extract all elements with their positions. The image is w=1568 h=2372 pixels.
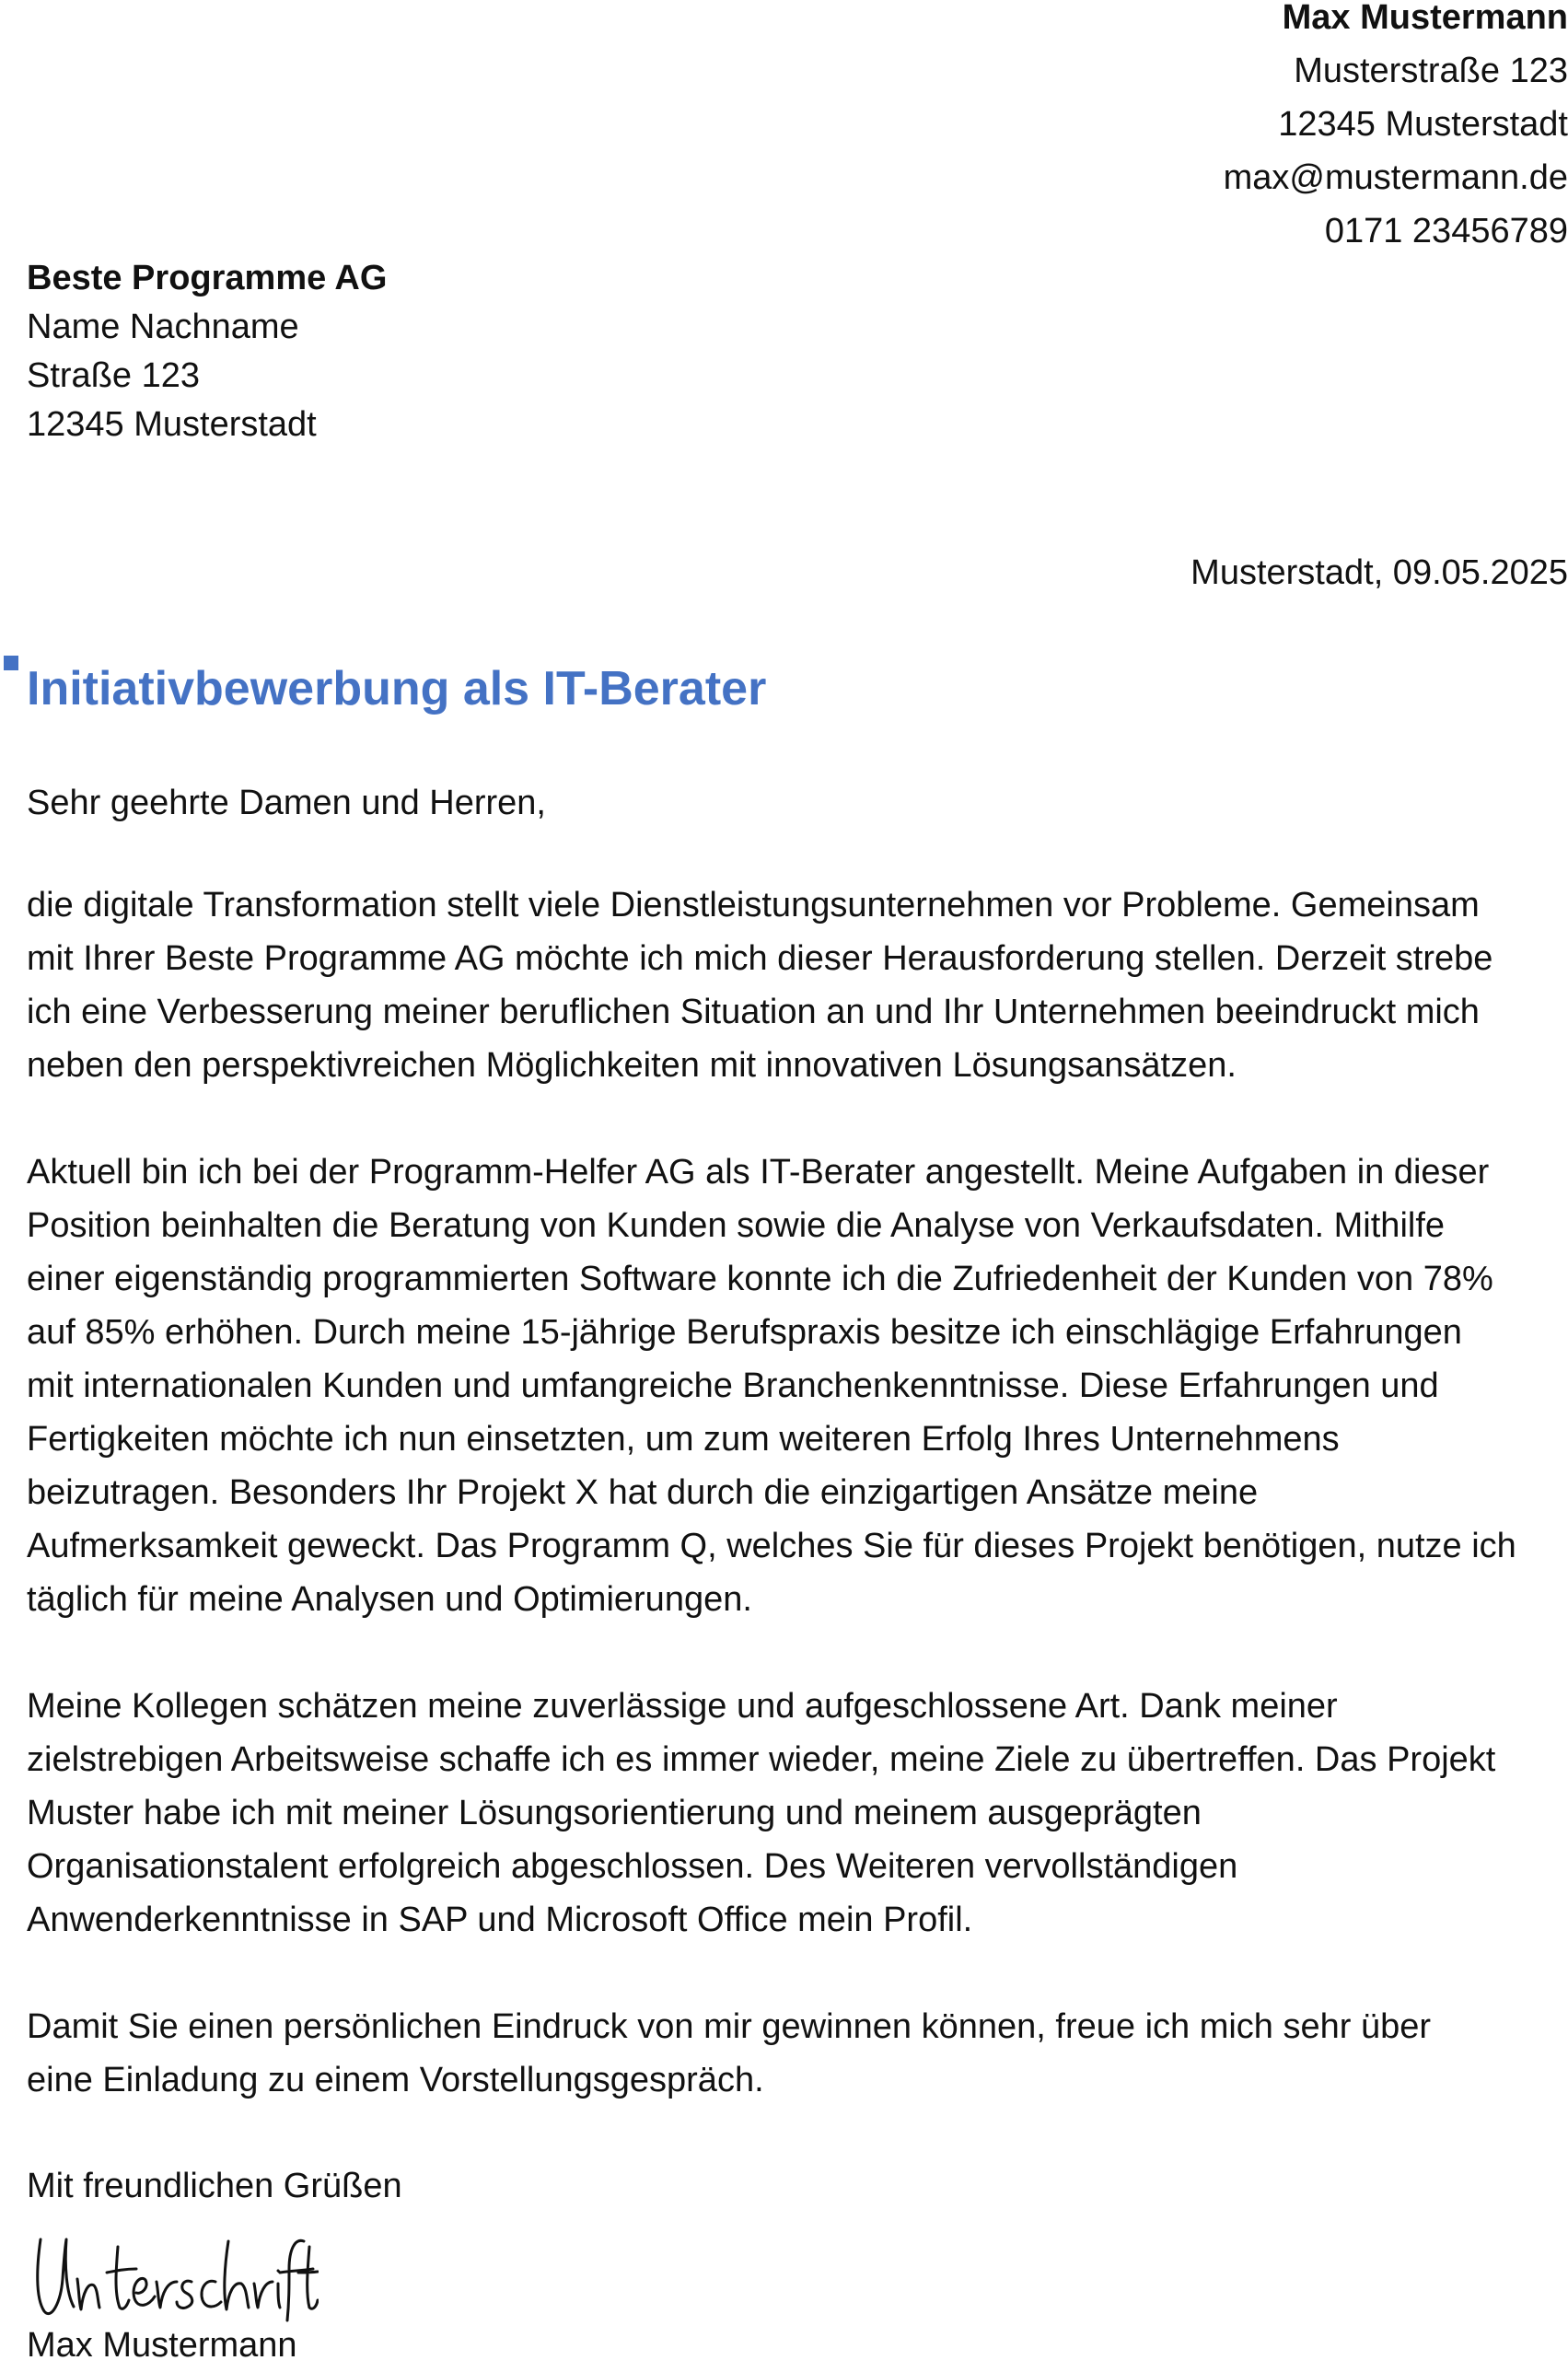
signer-name: Max Mustermann (27, 2326, 297, 2365)
paragraph-line: eine Einladung zu einem Vorstellungsgespräch. (27, 2061, 764, 2099)
paragraph-line: zielstrebigen Arbeitsweise schaffe ich es immer wieder, meine Ziele zu übertreffen. Das Projekt (27, 1740, 1496, 1779)
paragraph-line: Organisationstalent erfolgreich abgeschlossen. Des Weiteren vervollständigen (27, 1847, 1238, 1886)
paragraph-line: ich eine Verbesserung meiner beruflichen Situation an und Ihr Unternehmen beeindruckt mich (27, 993, 1480, 1031)
paragraph-line: auf 85% erhöhen. Durch meine 15-jährige Berufspraxis besitze ich einschlägige Erfahrungen (27, 1313, 1462, 1352)
paragraph-line: Muster habe ich mit meiner Lösungsorientierung und meinem ausgeprägten (27, 1794, 1202, 1832)
recipient-street: Straße 123 (27, 356, 200, 395)
paragraph-line: die digitale Transformation stellt viele Dienstleistungsunternehmen vor Probleme. Gemeinsam (27, 886, 1480, 924)
paragraph-line: Aktuell bin ich bei der Programm-Helfer AG als IT-Berater angestellt. Meine Aufgaben in dieser (27, 1153, 1490, 1192)
recipient-city: 12345 Musterstadt (27, 405, 317, 444)
paragraph-line: Anwenderkenntnisse in SAP und Microsoft Office mein Profil. (27, 1901, 973, 1939)
sender-address-block (923, 0, 1568, 258)
paragraph-line: Damit Sie einen persönlichen Eindruck von mir gewinnen können, freue ich mich sehr über (27, 2007, 1432, 2046)
salutation: Sehr geehrte Damen und Herren, (27, 784, 546, 822)
paragraph-line: Meine Kollegen schätzen meine zuverlässige und aufgeschlossene Art. Dank meiner (27, 1687, 1338, 1726)
recipient-contact: Name Nachname (27, 308, 299, 346)
recipient-address-block (27, 254, 763, 449)
paragraph-line: mit Ihrer Beste Programme AG möchte ich mich dieser Herausforderung stellen. Derzeit strebe (27, 939, 1493, 978)
paragraph-line: beizutragen. Besonders Ihr Projekt X hat durch die einzigartigen Ansätze meine (27, 1473, 1259, 1512)
closing-phrase: Mit freundlichen Grüßen (27, 2167, 402, 2205)
paragraph-line: Position beinhalten die Beratung von Kunden sowie die Analyse von Verkaufsdaten. Mithilfe (27, 1206, 1446, 1245)
paragraph (27, 1680, 1568, 1947)
sender-street: Musterstraße 123 (1294, 52, 1568, 90)
paragraph-line: Fertigkeiten möchte ich nun einsetzten, um zum weiteren Erfolg Ihres Unternehmens (27, 1420, 1340, 1459)
paragraph-line: Aufmerksamkeit geweckt. Das Programm Q, welches Sie für dieses Projekt benötigen, nutze ich (27, 1527, 1516, 1565)
paragraph (27, 878, 1568, 1092)
sender-city: 12345 Musterstadt (1278, 105, 1568, 144)
sender-name: Max Mustermann (1282, 0, 1568, 37)
paragraph-line: neben den perspektivreichen Möglichkeiten mit innovativen Lösungsansätzen. (27, 1046, 1237, 1085)
paragraph-line: mit internationalen Kunden und umfangreiche Branchenkenntnisse. Diese Erfahrungen und (27, 1366, 1439, 1405)
date-line: Musterstadt, 09.05.2025 (1191, 553, 1568, 592)
handwritten-signature (33, 2228, 319, 2330)
recipient-company: Beste Programme AG (27, 259, 388, 297)
paragraph-line: einer eigenständig programmierten Software konnte ich die Zufriedenheit der Kunden von 78% (27, 1260, 1493, 1298)
letter-body (27, 878, 1568, 2160)
paragraph (27, 2000, 1568, 2107)
sender-email: max@mustermann.de (1223, 158, 1568, 197)
paragraph-line: täglich für meine Analysen und Optimierungen. (27, 1580, 752, 1619)
square-marker-icon (4, 656, 18, 670)
paragraph (27, 1145, 1568, 1626)
sender-phone: 0171 23456789 (1324, 212, 1568, 250)
subject-heading: Initiativbewerbung als IT-Berater (27, 662, 767, 715)
